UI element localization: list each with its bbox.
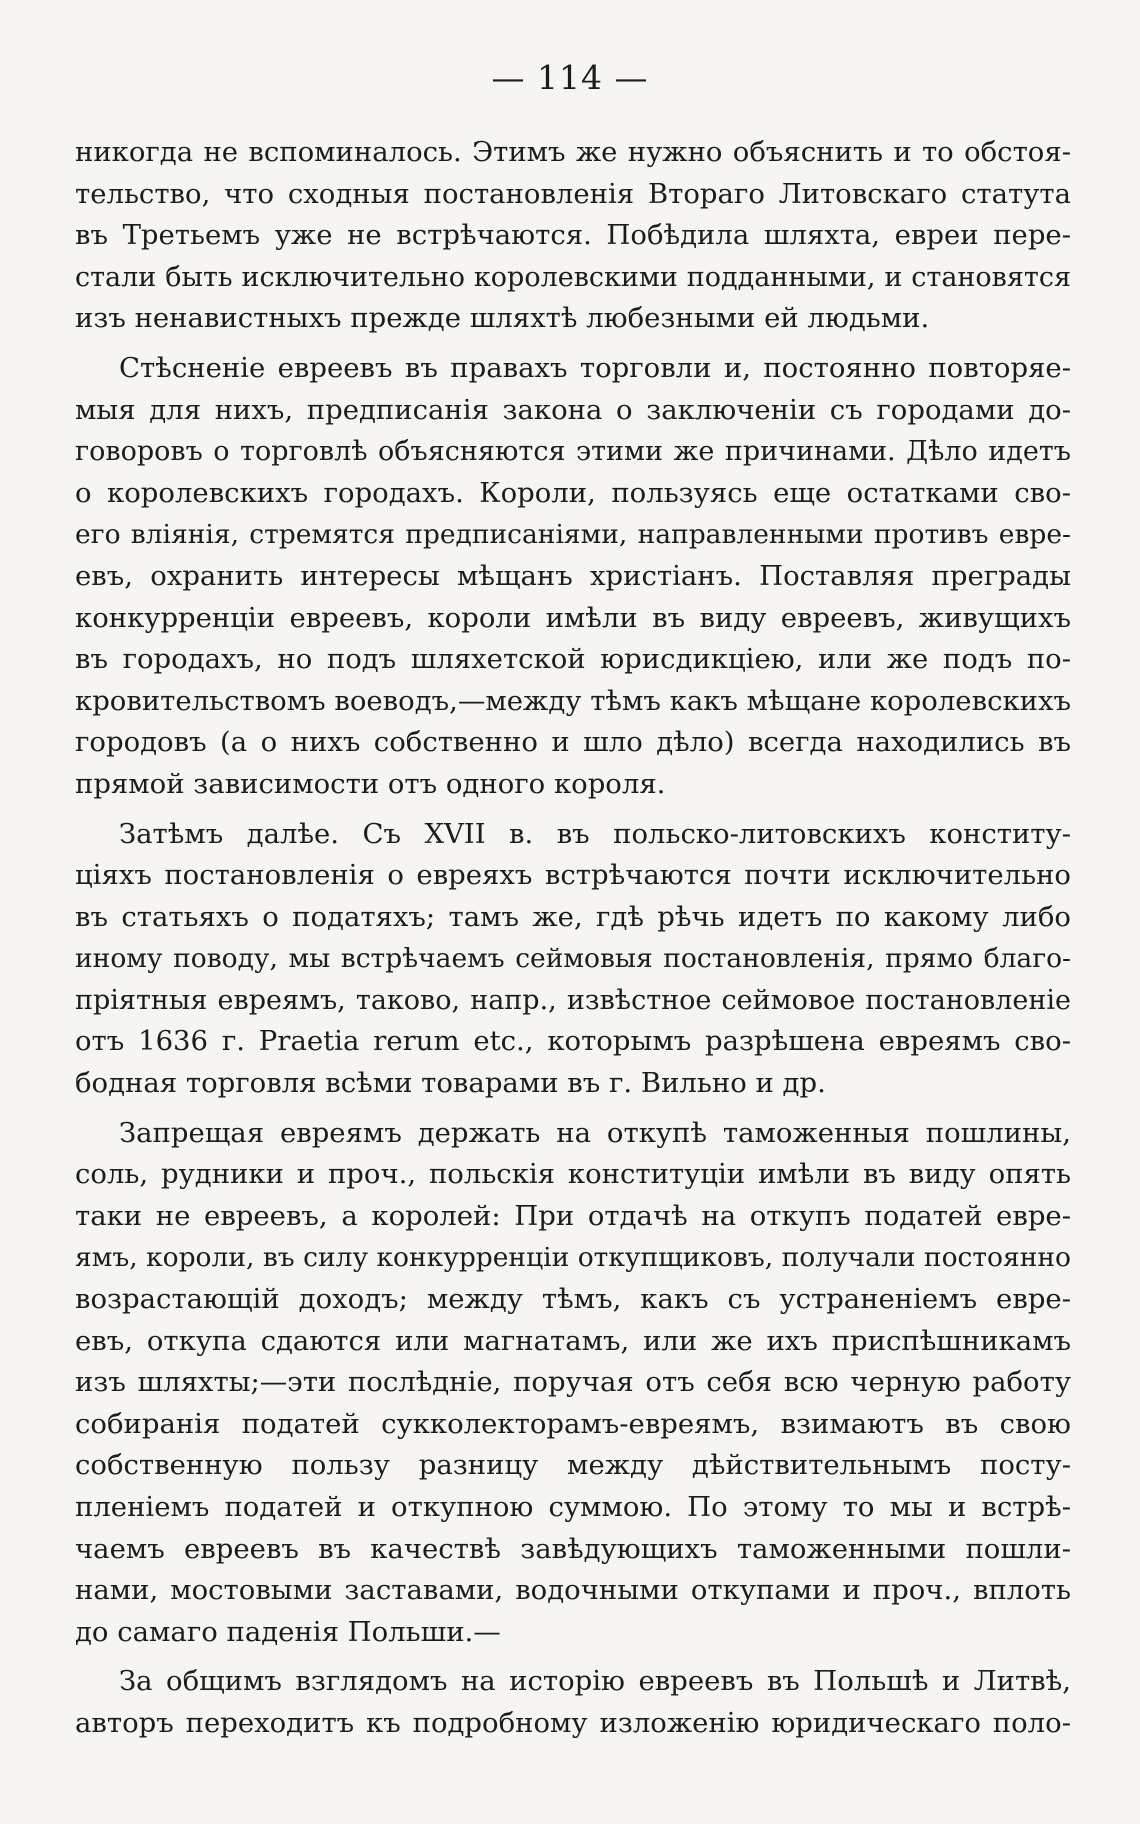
text-line: до самаго паденія Польши.— [75,1615,501,1648]
text-line: въ статьяхъ о податяхъ; тамъ же, гдѣ рѣчь идетъ по какому либо [75,900,1071,933]
text-line: стали быть исключительно королевскими подданными, и становятся [75,261,1071,293]
text-line: пріятныя евреямъ, таково, напр., извѣстное сеймовое постановленіе [75,984,1071,1016]
paragraph-3 [75,814,1071,1105]
text-line: конкурренціи евреевъ, короли имѣли въ виду евреевъ, живущихъ [75,601,1071,634]
text-line: возрастающій доходъ; между тѣмъ, какъ съ устраненіемъ евре- [75,1283,1071,1316]
page-number: — 114 — [491,58,649,97]
text-line: никогда не вспоминалось. Этимъ же нужно объяснить и то обстоя- [75,136,1071,168]
text-line: пленіемъ податей и откупною суммою. По этому то мы и встрѣ- [75,1491,1071,1523]
text-line: Стѣсненіе евреевъ въ правахъ торговли и, постоянно повторяе- [119,351,1071,384]
body-text [75,132,1071,1745]
text-line: его вліянія, стремятся предписаніями, направленными противъ евре- [75,519,1071,551]
text-line: тельство, что сходныя постановленія Втораго Литовскаго статута [75,177,1071,210]
text-line: о королевскихъ городахъ. Короли, пользуясь еще остатками сво- [75,476,1071,509]
text-line: въ Третьемъ уже не встрѣчаются. Побѣдила шляхта, евреи пере- [75,219,1071,252]
text-line: въ городахъ, но подъ шляхетской юрисдикціею, или же подъ по- [75,643,1071,676]
text-line: чаемъ евреевъ въ качествѣ завѣдующихъ таможенными пошли- [75,1532,1071,1565]
text-line: собиранія податей сукколекторамъ-евреямъ, взимаютъ въ свою [75,1407,1071,1440]
text-line: городовъ (а о нихъ собственно и шло дѣло) всегда находились въ [75,726,1071,759]
text-line: прямой зависимости отъ одного короля. [75,767,666,800]
text-line: нами, мостовыми заставами, водочными откупами и проч., вплоть [75,1574,1071,1607]
paragraph-5 [75,1661,1071,1744]
text-line: евъ, откупа сдаются или магнатамъ, или же ихъ приспѣшникамъ [75,1324,1071,1357]
text-line: говоровъ о торговлѣ объясняются этими же причинами. Дѣло идетъ [75,436,1071,468]
text-line: отъ 1636 г. Praetia rerum etc., которымъ разрѣшена евреямъ сво- [75,1025,1071,1058]
text-line: Затѣмъ далѣе. Съ XVII в. въ польско-литовскихъ конститу- [119,817,1071,850]
text-line: За общимъ взглядомъ на исторію евреевъ въ Польшѣ и Литвѣ, [119,1665,1071,1698]
text-line: таки не евреевъ, а королей: При отдачѣ на откупъ податей евре- [75,1199,1071,1232]
text-line: мыя для нихъ, предписанія закона о заключеніи съ городами до- [75,393,1071,426]
text-line: собственную пользу разницу между дѣйствительнымъ посту- [75,1449,1071,1482]
text-line: бодная торговля всѣми товарами въ г. Вильно и др. [75,1067,826,1100]
text-line: соль, рудники и проч., польскія конституціи имѣли въ виду опять [75,1158,1071,1191]
text-line: иному поводу, мы встрѣчаемъ сеймовыя постановленія, прямо благо- [75,943,1071,975]
text-line: Запрещая евреямъ держать на откупѣ таможенныя пошлины, [119,1116,1071,1149]
paragraph-2 [75,348,1071,806]
text-line: евъ, охранить интересы мѣщанъ христіанъ. Поставляя преграды [75,559,1071,592]
text-line: изъ шляхты;—эти послѣдніе, поручая отъ себя всю черную работу [75,1366,1071,1399]
paragraph-1 [75,132,1071,340]
text-line: ямъ, короли, въ силу конкурренціи откупщиковъ, получали постоянно [75,1242,1071,1274]
paragraph-4 [75,1113,1071,1654]
text-line: кровительствомъ воеводъ,—между тѣмъ какъ мѣщане королевскихъ [75,684,1071,717]
text-line: изъ ненавистныхъ прежде шляхтѣ любезными ей людьми. [75,302,930,335]
text-line: ціяхъ постановленія о евреяхъ встрѣчаются почти исключительно [75,859,1071,892]
text-line: авторъ переходитъ къ подробному изложенію юридическаго поло- [75,1706,1071,1739]
